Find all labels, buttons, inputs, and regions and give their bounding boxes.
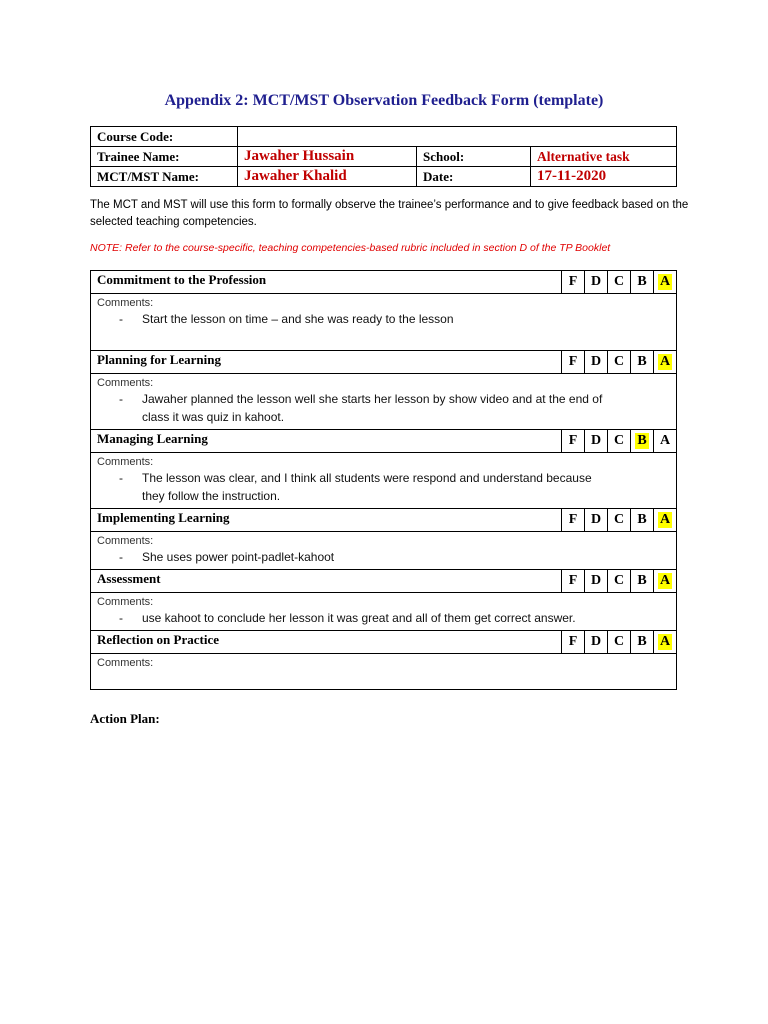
grade-a: A xyxy=(659,634,671,649)
grade-cell-d[interactable] xyxy=(585,631,608,654)
grade-f: F xyxy=(568,512,578,527)
competency-header-managing-learning xyxy=(91,430,677,453)
grade-c: C xyxy=(613,274,625,289)
grade-b: B xyxy=(637,634,647,649)
comment-line xyxy=(97,408,670,426)
mct-name-label: MCT/MST Name: xyxy=(91,167,238,187)
grade-cell-f[interactable] xyxy=(562,271,585,294)
bullet-dash: - xyxy=(119,550,123,564)
grade-a: A xyxy=(659,573,671,588)
grade-cell-d[interactable] xyxy=(585,271,608,294)
grade-b: B xyxy=(637,512,647,527)
bullet-dash: - xyxy=(119,392,123,406)
grade-d: D xyxy=(590,634,602,649)
grade-c: C xyxy=(613,634,625,649)
competency-comments-row xyxy=(91,593,677,631)
comment-line xyxy=(97,310,670,328)
course-code-row xyxy=(91,127,677,147)
grade-b: B xyxy=(637,354,647,369)
competency-name: Implementing Learning xyxy=(91,509,562,532)
grade-cell-b[interactable] xyxy=(631,271,654,294)
competency-comments-row xyxy=(91,654,677,690)
comments-cell[interactable] xyxy=(91,294,677,351)
competency-comments-row xyxy=(91,294,677,351)
bullet-dash: - xyxy=(119,471,123,485)
grade-cell-a[interactable] xyxy=(654,351,677,374)
grade-c: C xyxy=(613,512,625,527)
date-label: Date: xyxy=(417,167,531,187)
competencies-table xyxy=(90,270,677,690)
grade-cell-f[interactable] xyxy=(562,430,585,453)
grade-cell-d[interactable] xyxy=(585,509,608,532)
grade-cell-a[interactable] xyxy=(654,509,677,532)
grade-cell-f[interactable] xyxy=(562,570,585,593)
trainee-name-label: Trainee Name: xyxy=(91,147,238,167)
comment-text: they follow the instruction. xyxy=(142,489,281,503)
competency-comments-row xyxy=(91,532,677,570)
action-plan-label: Action Plan: xyxy=(90,711,160,726)
comment-text: Jawaher planned the lesson well she starts her lesson by show video and at the end of xyxy=(142,392,603,406)
bullet-dash: - xyxy=(119,611,123,625)
intro-text: The MCT and MST will use this form to formally observe the trainee’s performance and to give feedback based on the selected teaching competencies. xyxy=(90,199,689,228)
grade-b: B xyxy=(637,433,647,448)
grade-f: F xyxy=(568,634,578,649)
grade-cell-f[interactable] xyxy=(562,509,585,532)
trainee-name-row xyxy=(91,147,677,167)
comment-line xyxy=(97,609,670,627)
mct-name-value[interactable]: Jawaher Khalid xyxy=(238,167,417,187)
comments-cell[interactable] xyxy=(91,593,677,631)
grade-cell-c[interactable] xyxy=(608,509,631,532)
competency-comments-row xyxy=(91,374,677,430)
grade-cell-c[interactable] xyxy=(608,271,631,294)
grade-d: D xyxy=(590,433,602,448)
comment-line xyxy=(97,487,670,505)
competency-name: Managing Learning xyxy=(91,430,562,453)
course-code-value[interactable] xyxy=(238,127,677,147)
grade-f: F xyxy=(568,573,578,588)
grade-cell-b[interactable] xyxy=(631,570,654,593)
date-value[interactable]: 17-11-2020 xyxy=(531,167,677,187)
competency-header-assessment xyxy=(91,570,677,593)
info-table xyxy=(90,126,677,187)
competency-name: Reflection on Practice xyxy=(91,631,562,654)
school-value[interactable]: Alternative task xyxy=(531,147,677,167)
grade-f: F xyxy=(568,354,578,369)
competency-header-reflection-on-practice xyxy=(91,631,677,654)
competency-name: Assessment xyxy=(91,570,562,593)
competency-name: Planning for Learning xyxy=(91,351,562,374)
grade-f: F xyxy=(568,433,578,448)
bullet-dash: - xyxy=(119,312,123,326)
grade-a: A xyxy=(659,274,671,289)
competency-name: Commitment to the Profession xyxy=(91,271,562,294)
comments-label: Comments: xyxy=(97,456,154,468)
grade-cell-d[interactable] xyxy=(585,430,608,453)
grade-d: D xyxy=(590,512,602,527)
note-text: NOTE: Refer to the course-specific, teaching competencies-based rubric included in section D of the TP Booklet xyxy=(90,242,611,254)
comment-text: She uses power point-padlet-kahoot xyxy=(142,550,335,564)
grade-cell-f[interactable] xyxy=(562,631,585,654)
grade-cell-b[interactable] xyxy=(631,631,654,654)
comments-label: Comments: xyxy=(97,377,154,389)
grade-d: D xyxy=(590,274,602,289)
comments-label: Comments: xyxy=(97,596,154,608)
grade-cell-a[interactable] xyxy=(654,570,677,593)
grade-cell-a[interactable] xyxy=(654,430,677,453)
trainee-name-value[interactable]: Jawaher Hussain xyxy=(238,147,417,167)
grade-a: A xyxy=(659,433,671,448)
comment-line xyxy=(97,469,670,487)
grade-cell-c[interactable] xyxy=(608,430,631,453)
competency-header-commitment-to-the-profession xyxy=(91,271,677,294)
grade-cell-a[interactable] xyxy=(654,271,677,294)
comment-line xyxy=(97,390,670,408)
mct-name-row xyxy=(91,167,677,187)
grade-cell-b[interactable] xyxy=(631,351,654,374)
comments-cell[interactable] xyxy=(91,532,677,570)
page-title: Appendix 2: MCT/MST Observation Feedback Form (template) xyxy=(164,92,604,109)
grade-cell-b[interactable] xyxy=(631,430,654,453)
comment-text: The lesson was clear, and I think all students were respond and understand because xyxy=(142,471,592,485)
grade-cell-a[interactable] xyxy=(654,631,677,654)
grade-cell-c[interactable] xyxy=(608,570,631,593)
grade-c: C xyxy=(613,573,625,588)
comment-text: class it was quiz in kahoot. xyxy=(142,410,285,424)
grade-f: F xyxy=(568,274,578,289)
grade-c: C xyxy=(613,354,625,369)
comments-label: Comments: xyxy=(97,535,154,547)
comments-label: Comments: xyxy=(97,657,154,669)
grade-a: A xyxy=(659,512,671,527)
comments-cell[interactable] xyxy=(91,374,677,430)
comment-text: use kahoot to conclude her lesson it was great and all of them get correct answer. xyxy=(142,611,576,625)
grade-b: B xyxy=(637,274,647,289)
grade-d: D xyxy=(590,354,602,369)
comment-line xyxy=(97,548,670,566)
grade-cell-c[interactable] xyxy=(608,631,631,654)
grade-c: C xyxy=(613,433,625,448)
grade-cell-f[interactable] xyxy=(562,351,585,374)
grade-cell-d[interactable] xyxy=(585,351,608,374)
competency-header-planning-for-learning xyxy=(91,351,677,374)
competency-header-implementing-learning xyxy=(91,509,677,532)
grade-b: B xyxy=(637,573,647,588)
competency-comments-row xyxy=(91,453,677,509)
comment-text: Start the lesson on time – and she was ready to the lesson xyxy=(142,312,454,326)
grade-cell-d[interactable] xyxy=(585,570,608,593)
grade-d: D xyxy=(590,573,602,588)
school-label: School: xyxy=(417,147,531,167)
grade-a: A xyxy=(659,354,671,369)
comments-label: Comments: xyxy=(97,297,154,309)
grade-cell-c[interactable] xyxy=(608,351,631,374)
course-code-label: Course Code: xyxy=(91,127,238,147)
grade-cell-b[interactable] xyxy=(631,509,654,532)
comments-cell[interactable] xyxy=(91,453,677,509)
comments-cell[interactable] xyxy=(91,654,677,690)
